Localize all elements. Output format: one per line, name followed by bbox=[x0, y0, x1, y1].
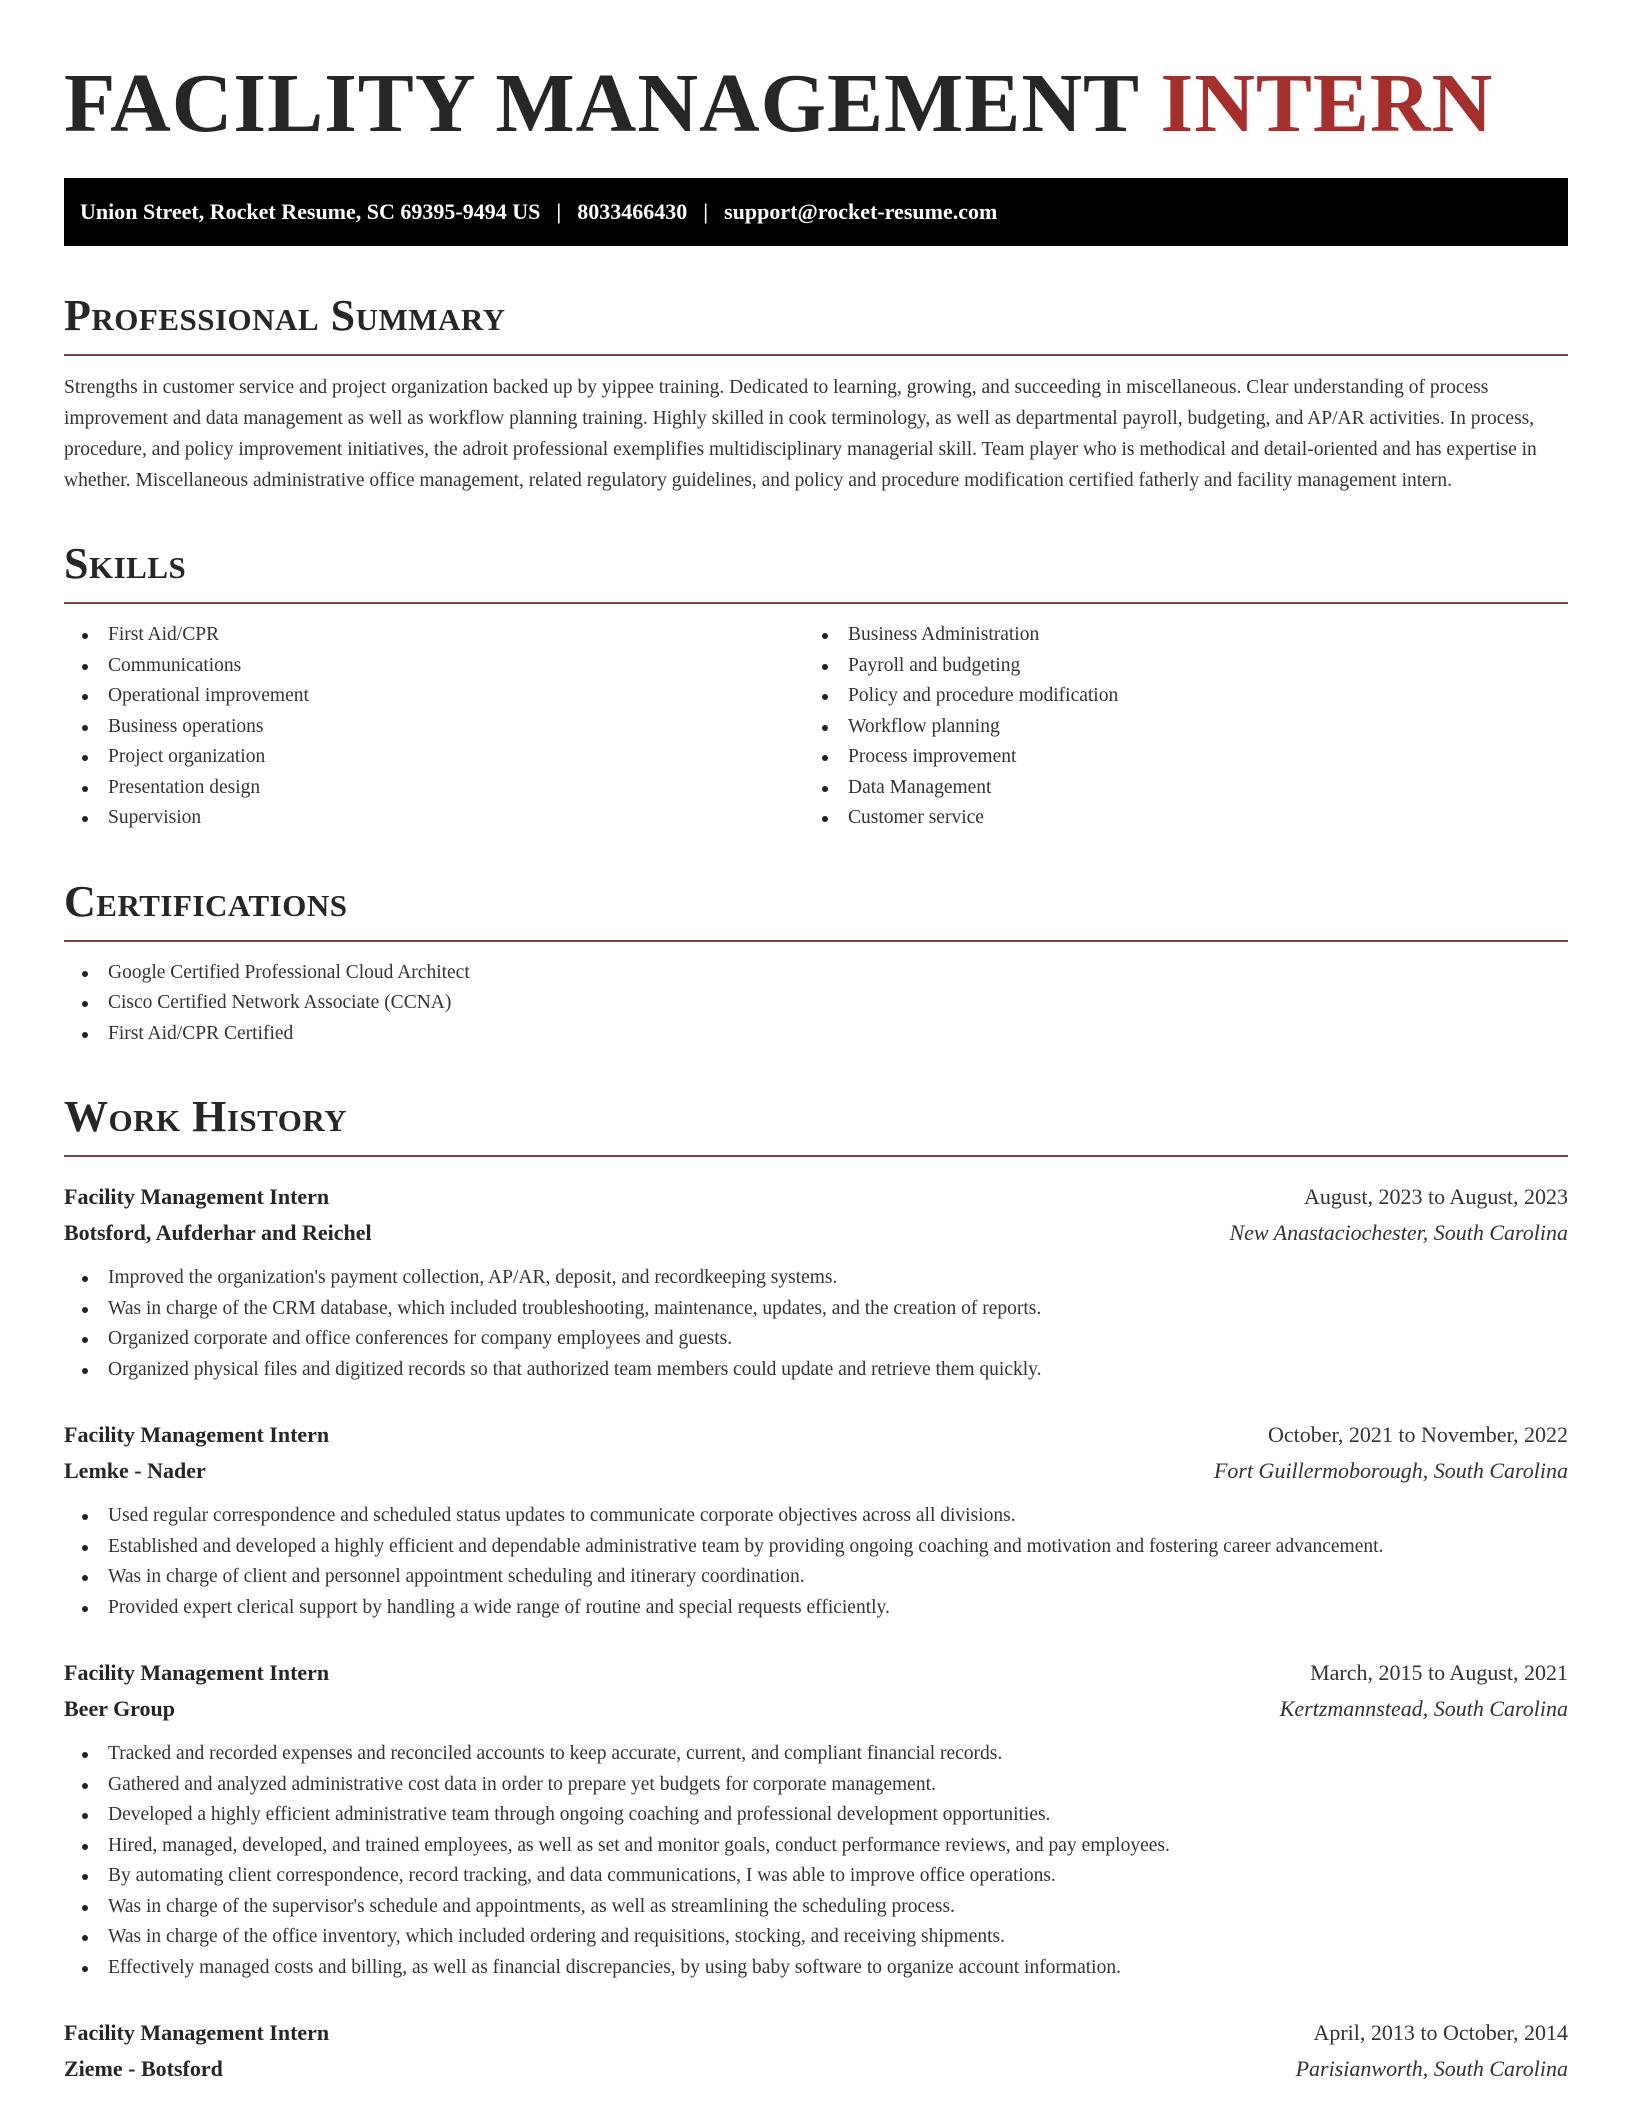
job-bullet: Hired, managed, developed, and trained employees, as well as set and monitor goals, conduct performance reviews, and pay employees. bbox=[64, 1831, 1568, 1862]
job-bullets bbox=[64, 1501, 1568, 1623]
skill-item: Business Administration bbox=[804, 620, 1568, 651]
job-company: Beer Group bbox=[64, 1696, 176, 1721]
name-accent: INTERN bbox=[1160, 57, 1494, 150]
contact-separator: | bbox=[703, 199, 709, 224]
job-header-row bbox=[64, 1179, 1568, 1215]
certification-item: First Aid/CPR Certified bbox=[64, 1019, 1568, 1050]
skill-item: Process improvement bbox=[804, 742, 1568, 773]
skill-item: Operational improvement bbox=[64, 681, 804, 712]
job-company-row bbox=[64, 1691, 1568, 1727]
job-location: New Anastaciochester, South Carolina bbox=[1229, 1220, 1568, 1245]
job-bullets bbox=[64, 1263, 1568, 1385]
job-header-row bbox=[64, 1655, 1568, 1691]
job-bullet: Organized physical files and digitized records so that authorized team members could update and retrieve them quickly. bbox=[64, 1355, 1568, 1386]
job-bullet: Developed a highly efficient administrative team through ongoing coaching and professional development opportunities. bbox=[64, 1800, 1568, 1831]
certifications-section bbox=[64, 876, 1568, 1050]
job-title: Facility Management Intern bbox=[64, 2020, 330, 2045]
job-bullet: Was in charge of the supervisor's schedule and appointments, as well as streamlining the scheduling process. bbox=[64, 1892, 1568, 1923]
job-dates: August, 2023 to August, 2023 bbox=[1303, 1184, 1568, 1209]
skill-item: Presentation design bbox=[64, 773, 804, 804]
certifications-list bbox=[64, 958, 1568, 1050]
job-location: Parisianworth, South Carolina bbox=[1295, 2056, 1568, 2081]
job-dates: March, 2015 to August, 2021 bbox=[1310, 1660, 1568, 1685]
contact-bar bbox=[64, 178, 1568, 246]
job-bullet: Was in charge of client and personnel appointment scheduling and itinerary coordination. bbox=[64, 1562, 1568, 1593]
job-header-row bbox=[64, 1417, 1568, 1453]
job-bullet: Improved the organization's payment collection, AP/AR, deposit, and recordkeeping systems. bbox=[64, 1263, 1568, 1294]
skills-list-right bbox=[804, 620, 1568, 834]
summary-text: Strengths in customer service and project organization backed up by yippee training. Dedicated to learning, growing, and succeeding in miscellaneous. Clear understanding of process improvement and data management as well as workflow planning training. Highly skilled in cook terminology, as well as departmental payroll, budgeting, and AP/AR activities. In process, procedure, and policy improvement initiatives, the adroit professional exemplifies multidisciplinary managerial skill. Team player who is methodical and detail-oriented and has expertise in whether. Miscellaneous administrative office management, related regulatory guidelines, and policy and procedure modification certified fatherly and facility management intern. bbox=[64, 377, 1537, 491]
skills-list-left bbox=[64, 620, 804, 834]
job-entry bbox=[64, 1417, 1568, 1623]
skill-item: Project organization bbox=[64, 742, 804, 773]
job-bullet: Tracked and recorded expenses and reconciled accounts to keep accurate, current, and compliant financial records. bbox=[64, 1739, 1568, 1770]
contact-address: Union Street, Rocket Resume, SC 69395-9494 US bbox=[80, 199, 541, 224]
job-bullet: Provided expert clerical support by handling a wide range of routine and special requests efficiently. bbox=[64, 1593, 1568, 1624]
certifications-heading: Certifications bbox=[64, 876, 1568, 942]
job-company: Lemke - Nader bbox=[64, 1458, 206, 1483]
work-history-section bbox=[64, 1091, 1568, 2087]
job-bullets bbox=[64, 1739, 1568, 1983]
skills-grid bbox=[64, 620, 1568, 834]
contact-separator: | bbox=[556, 199, 562, 224]
job-bullet: Organized corporate and office conferences for company employees and guests. bbox=[64, 1324, 1568, 1355]
job-location: Fort Guillermoborough, South Carolina bbox=[1213, 1458, 1568, 1483]
certification-item: Cisco Certified Network Associate (CCNA) bbox=[64, 988, 1568, 1019]
job-location: Kertzmannstead, South Carolina bbox=[1279, 1696, 1568, 1721]
job-bullet: Established and developed a highly efficient and dependable administrative team by providing ongoing coaching and motivation and fostering career advancement. bbox=[64, 1532, 1568, 1563]
resume-name bbox=[64, 0, 1568, 152]
job-bullet: Used regular correspondence and scheduled status updates to communicate corporate objectives across all divisions. bbox=[64, 1501, 1568, 1532]
job-company-row bbox=[64, 2051, 1568, 2087]
job-entry bbox=[64, 2015, 1568, 2087]
job-bullet: Was in charge of the office inventory, which included ordering and requisitions, stocking, and receiving shipments. bbox=[64, 1922, 1568, 1953]
skill-item: Business operations bbox=[64, 712, 804, 743]
summary-section bbox=[64, 290, 1568, 496]
skill-item: Communications bbox=[64, 651, 804, 682]
skills-section bbox=[64, 538, 1568, 834]
job-company: Zieme - Botsford bbox=[64, 2056, 223, 2081]
skill-item: Payroll and budgeting bbox=[804, 651, 1568, 682]
work-history-heading: Work History bbox=[64, 1091, 1568, 1157]
skill-item: Policy and procedure modification bbox=[804, 681, 1568, 712]
job-bullet: Gathered and analyzed administrative cost data in order to prepare yet budgets for corporate management. bbox=[64, 1770, 1568, 1801]
job-dates: April, 2013 to October, 2014 bbox=[1313, 2020, 1568, 2045]
job-company-row bbox=[64, 1215, 1568, 1251]
job-bullet: Effectively managed costs and billing, as well as financial discrepancies, by using baby software to organize account information. bbox=[64, 1953, 1568, 1984]
job-title: Facility Management Intern bbox=[64, 1184, 330, 1209]
certification-item: Google Certified Professional Cloud Architect bbox=[64, 958, 1568, 989]
job-title: Facility Management Intern bbox=[64, 1660, 330, 1685]
job-header-row bbox=[64, 2015, 1568, 2051]
skills-heading: Skills bbox=[64, 538, 1568, 604]
skill-item: Data Management bbox=[804, 773, 1568, 804]
job-entry bbox=[64, 1179, 1568, 1385]
contact-phone: 8033466430 bbox=[577, 199, 688, 224]
job-entry bbox=[64, 1655, 1568, 1983]
job-company: Botsford, Aufderhar and Reichel bbox=[64, 1220, 372, 1245]
skill-item: Customer service bbox=[804, 803, 1568, 834]
skill-item: Workflow planning bbox=[804, 712, 1568, 743]
job-company-row bbox=[64, 1453, 1568, 1489]
summary-heading: Professional Summary bbox=[64, 290, 1568, 356]
job-dates: October, 2021 to November, 2022 bbox=[1267, 1422, 1568, 1447]
contact-email[interactable]: support@rocket-resume.com bbox=[724, 199, 998, 224]
skill-item: First Aid/CPR bbox=[64, 620, 804, 651]
name-main: FACILITY MANAGEMENT bbox=[64, 57, 1139, 150]
skill-item: Supervision bbox=[64, 803, 804, 834]
job-title: Facility Management Intern bbox=[64, 1422, 330, 1447]
job-bullet: Was in charge of the CRM database, which included troubleshooting, maintenance, updates, and the creation of reports. bbox=[64, 1294, 1568, 1325]
job-bullet: By automating client correspondence, record tracking, and data communications, I was able to improve office operations. bbox=[64, 1861, 1568, 1892]
